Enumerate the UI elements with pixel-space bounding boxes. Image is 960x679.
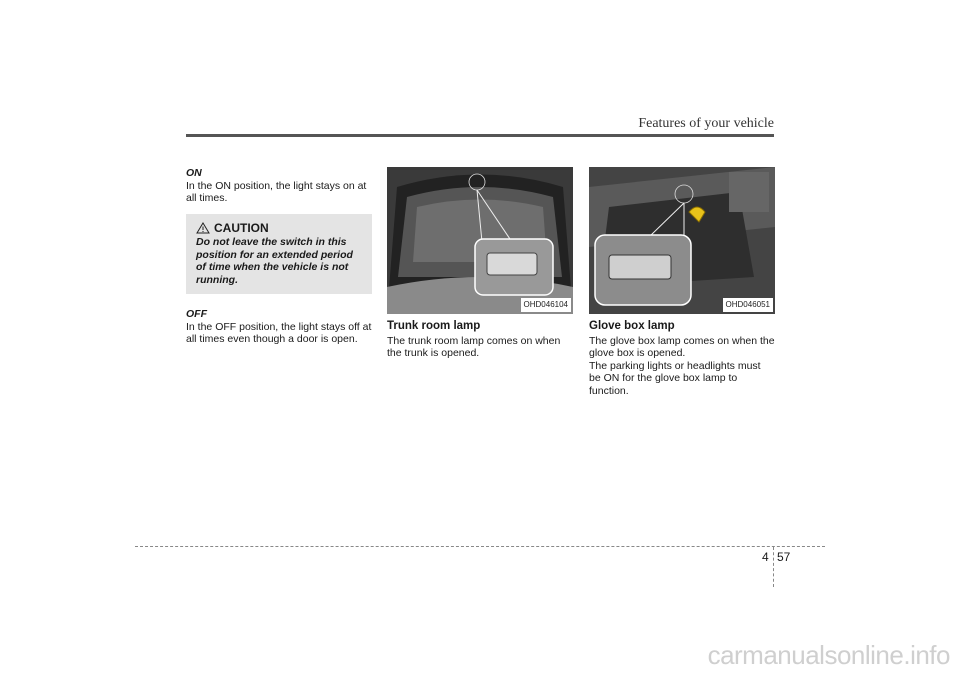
- page-header-title: Features of your vehicle: [638, 116, 774, 131]
- caution-title: CAUTION: [214, 220, 269, 235]
- on-text: In the ON position, the light stays on at all times.: [186, 179, 367, 204]
- trunk-illustration: [387, 167, 573, 314]
- glovebox-figure-label: OHD046051: [723, 298, 773, 313]
- chapter-number: 4: [762, 550, 769, 564]
- column-trunk-lamp: [387, 167, 573, 360]
- off-heading: OFF: [186, 308, 207, 320]
- glovebox-text-2: The parking lights or headlights must be ON for the glove box lamp to function.: [589, 359, 761, 397]
- on-heading: ON: [186, 167, 202, 179]
- footer-rule: [135, 546, 825, 547]
- trunk-title: Trunk room lamp: [387, 320, 481, 332]
- caution-text: Do not leave the switch in this position for an extended period of time when the vehicle is not running.: [196, 236, 353, 286]
- glovebox-illustration: [589, 167, 775, 314]
- watermark-text: carmanualsonline.info: [707, 640, 950, 670]
- page-number: 57: [777, 550, 791, 564]
- trunk-text: The trunk room lamp comes on when the trunk is opened.: [387, 334, 561, 359]
- glovebox-title: Glove box lamp: [589, 320, 675, 332]
- caution-box: [186, 214, 372, 295]
- warning-triangle-icon: [196, 222, 210, 234]
- trunk-figure-label: OHD046104: [521, 298, 571, 313]
- column-glovebox-lamp: [589, 167, 775, 397]
- glovebox-lamp-figure: [589, 167, 775, 314]
- column-switch-positions: [186, 167, 372, 346]
- glovebox-text-1: The glove box lamp comes on when the glove box is opened.: [589, 334, 775, 359]
- page-number-separator: [773, 547, 774, 587]
- off-text: In the OFF position, the light stays off at all times even though a door is open.: [186, 320, 372, 345]
- header-rule: [186, 134, 774, 137]
- trunk-lamp-figure: [387, 167, 573, 314]
- caution-title-row: [196, 222, 364, 235]
